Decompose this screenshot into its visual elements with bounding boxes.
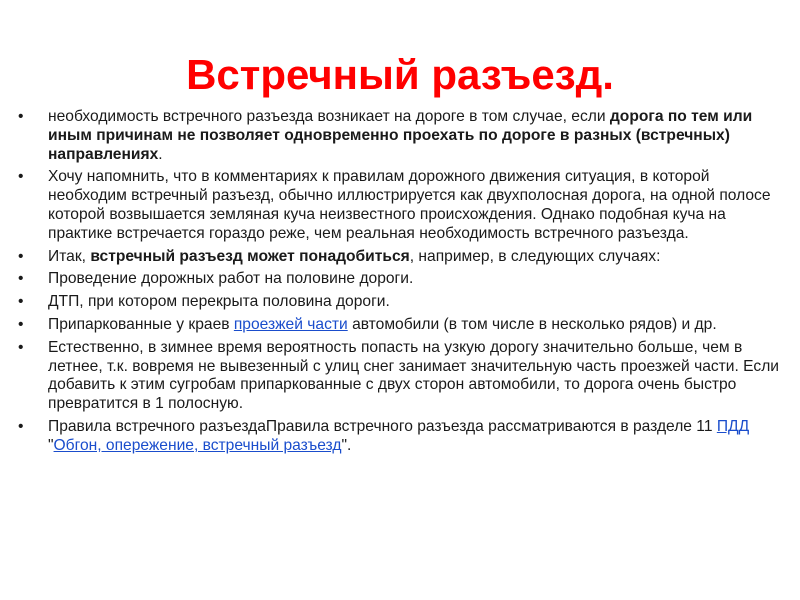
bullet-text: . [158, 145, 163, 163]
bullet-text: , например, в следующих случаях: [409, 247, 661, 265]
bullet-bold-text: встречный разъезд может понадобиться [90, 247, 410, 265]
bullet-rules [18, 418, 788, 456]
bullet-text: Правила встречного разъездаПравила встречного разъезда рассматриваются в разделе 11 [48, 417, 717, 435]
link-overtaking[interactable]: Обгон, опережение, встречный разъезд [53, 436, 342, 454]
bullet-text: Проведение дорожных работ на половине дороги. [48, 270, 414, 288]
bullet-text: Итак, [48, 247, 91, 265]
link-roadway[interactable]: проезжей части [233, 315, 348, 333]
bullet-reminder [18, 168, 788, 243]
link-pdd[interactable]: ПДД [716, 417, 750, 435]
slide-title: Встречный разъезд. [186, 51, 614, 98]
bullet-text: необходимость встречного разъезда возникает на дороге в том случае, если [48, 108, 610, 125]
bullet-text: автомобили (в том числе в несколько рядов) и др. [347, 315, 717, 333]
bullet-winter [18, 339, 788, 414]
bullet-accident [18, 293, 788, 312]
bullet-text: Хочу напомнить, что в комментариях к правилам дорожного движения ситуация, в которой необходим встречный разъезд, обычно иллюстрируется как двухполосная дорога, на одной полосе которой возвышается земляная куча неизвестного происхождения. Однако подобная куча на практике встречается гораздо реже, чем реальная необходимость встречного разъезда. [48, 168, 771, 242]
bullet-text: ". [341, 436, 352, 454]
bullet-parked-cars [18, 316, 788, 335]
bullet-list [18, 108, 788, 460]
bullet-roadworks [18, 270, 788, 289]
bullet-text: " [48, 436, 54, 454]
bullet-necessity [18, 108, 788, 164]
bullet-so [18, 248, 788, 267]
bullet-text: ДТП, при котором перекрыта половина дороги. [48, 293, 390, 311]
bullet-bold-text: дорога по тем или иным причинам не позволяет одновременно проехать по дороге в разных (встречных) направлениях [48, 108, 753, 163]
bullet-text: Естественно, в зимнее время вероятность попасть на узкую дорогу значительно больше, чем в летнее, т.к. вовремя не вывезенный с улиц снег занимает значительную часть проезжей части. Если добавить к этим сугробам припаркованные с двух сторон автомобили, то дорога очень быстро превратится в 1 полосную. [48, 338, 780, 413]
bullet-text: Припаркованные у краев [48, 315, 234, 333]
